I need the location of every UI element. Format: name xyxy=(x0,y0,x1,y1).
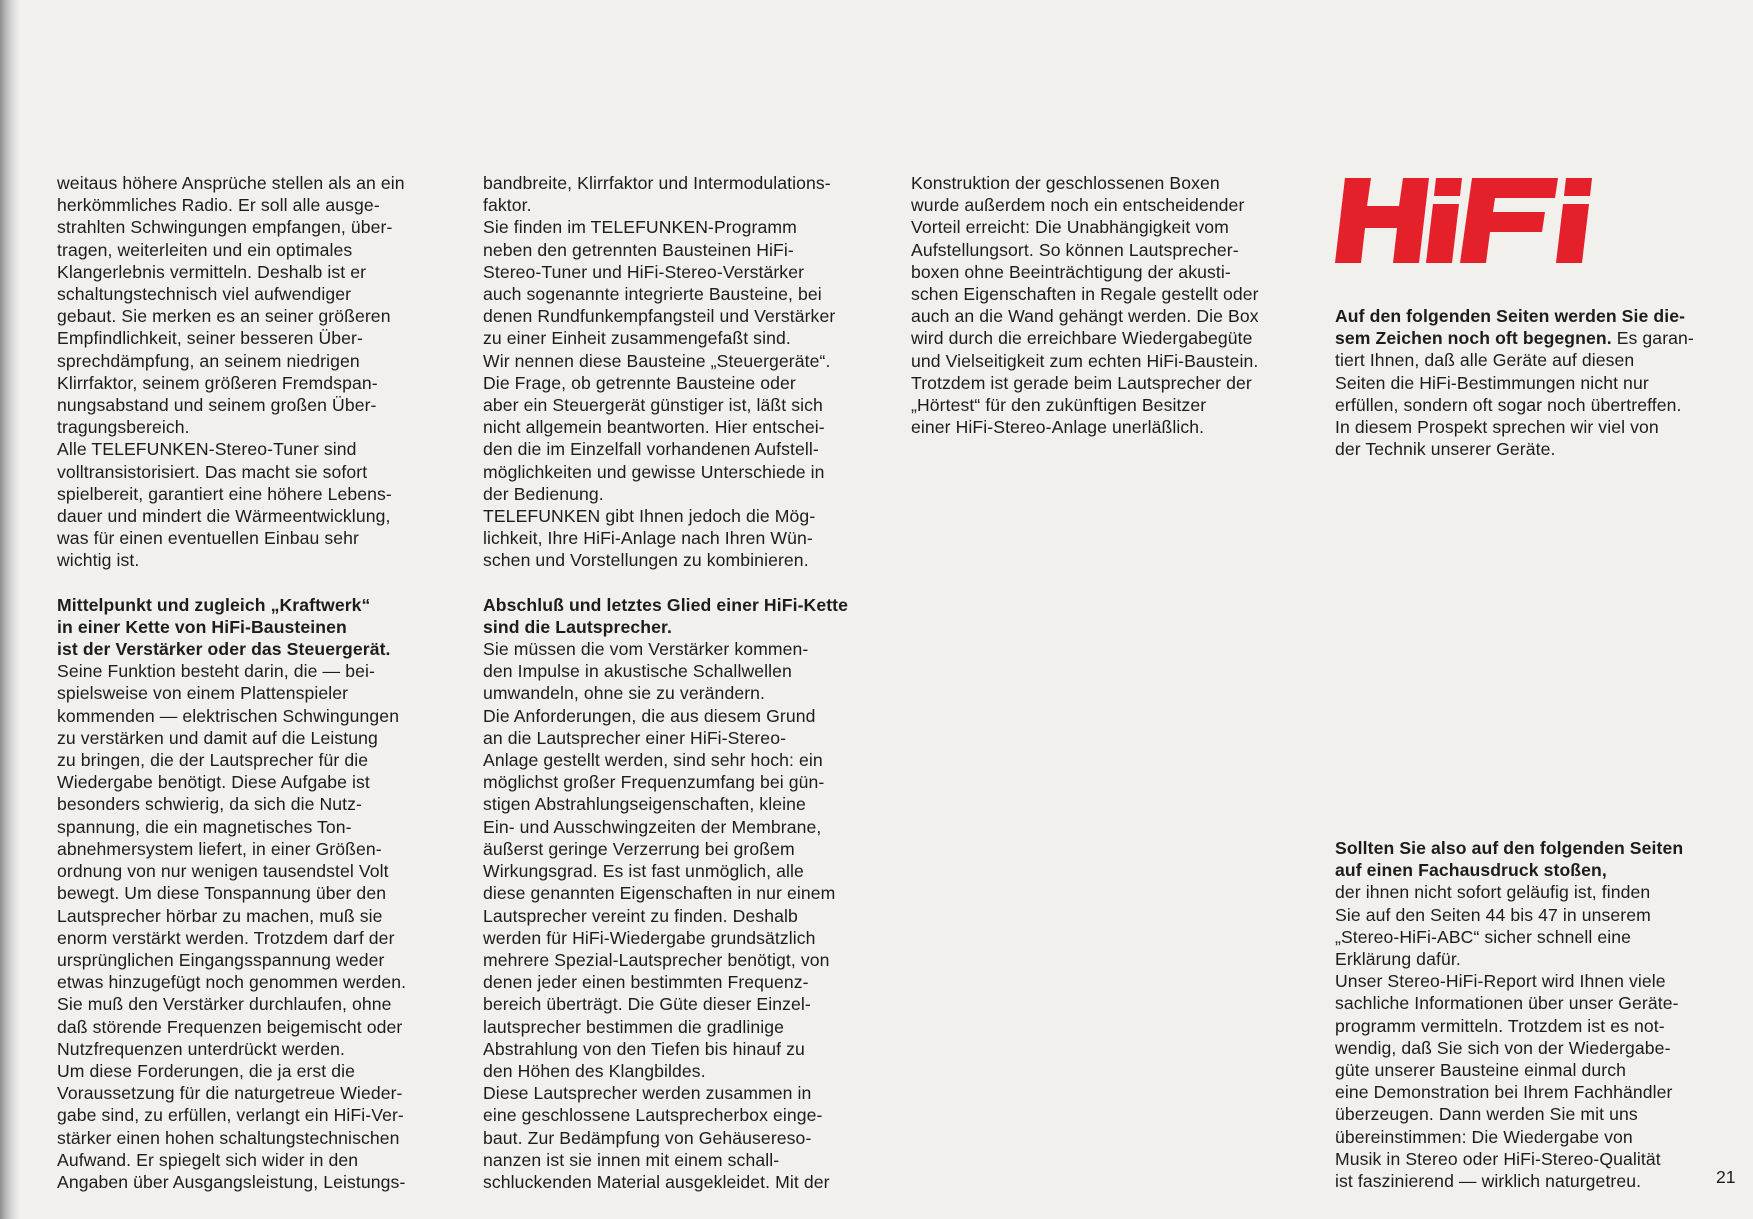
text-line: Wirkungsgrad. Es ist fast unmöglich, alle xyxy=(483,861,804,882)
subheading-line: Sollten Sie also auf den folgenden Seiten xyxy=(1335,838,1684,858)
text-line: Sie auf den Seiten 44 bis 47 in unserem xyxy=(1335,904,1651,925)
text-line: Voraussetzung für die naturgetreue Wieder- xyxy=(57,1083,403,1104)
text-line: lichkeit, Ihre HiFi-Anlage nach Ihren Wün- xyxy=(483,528,813,549)
subheading-line: Auf den folgenden Seiten werden Sie die- xyxy=(1335,306,1686,326)
text-line: was für einen eventuellen Einbau sehr xyxy=(57,528,360,549)
text-line: stigen Abstrahlungseigenschaften, kleine xyxy=(483,794,806,815)
text-line: Wiedergabe benötigt. Diese Aufgabe ist xyxy=(57,772,370,793)
text-line: äußerst geringe Verzerrung bei großem xyxy=(483,838,795,859)
text-line: auch sogenannte integrierte Bausteine, bei xyxy=(483,284,822,305)
subheading-line: sind die Lautsprecher. xyxy=(483,616,672,637)
text-line: schluckenden Material ausgekleidet. Mit der xyxy=(483,1171,830,1192)
text-line: wird durch die erreichbare Wiedergabegüte xyxy=(911,328,1253,349)
text-line: Vorteil erreicht: Die Unabhängigkeit vom xyxy=(911,217,1229,238)
text-line: daß störende Frequenzen beigemischt oder xyxy=(57,1016,403,1037)
text-line: Aufstellungsort. So können Lautsprecher- xyxy=(911,239,1239,260)
text-line: gabe sind, zu erfüllen, verlangt ein HiFi-Ver- xyxy=(57,1105,404,1126)
text-line: sprechdämpfung, an seinem niedrigen xyxy=(57,350,360,371)
text-line: der Bedienung. xyxy=(483,483,604,504)
text-line: spielsweise von einem Plattenspieler xyxy=(57,683,349,704)
text-line: Die Frage, ob getrennte Bausteine oder xyxy=(483,372,796,393)
text-line: einer HiFi-Stereo-Anlage unerläßlich. xyxy=(911,417,1205,438)
text-line: und Vielseitigkeit zum echten HiFi-Baustein. xyxy=(911,350,1259,371)
text-line: faktor. xyxy=(483,195,532,216)
text-line: den Höhen des Klangbildes. xyxy=(483,1060,706,1081)
text-line: gebaut. Sie merken es an seiner größeren xyxy=(57,306,391,327)
text-line: Konstruktion der geschlossenen Boxen xyxy=(911,173,1220,193)
text-line-bold-part: sem Zeichen noch oft begegnen. xyxy=(1335,328,1612,349)
text-line: ursprünglichen Eingangsspannung weder xyxy=(57,949,385,970)
text-line: der ihnen nicht sofort geläufig ist, finden xyxy=(1335,882,1651,903)
page-number: 21 xyxy=(1716,1167,1736,1187)
text-line: nungsabstand und seinem großen Über- xyxy=(57,395,377,416)
text-line: güte unserer Bausteine einmal durch xyxy=(1335,1060,1627,1081)
text-line: zu verstärken und damit auf die Leistung xyxy=(57,727,378,748)
text-line: Sie finden im TELEFUNKEN-Programm xyxy=(483,217,797,238)
text-column-1 xyxy=(57,172,452,1193)
page-binding-shadow xyxy=(0,0,20,1219)
text-line: möglichkeiten und gewisse Unterschiede in xyxy=(483,461,825,482)
text-line: bereich überträgt. Die Güte dieser Einzel- xyxy=(483,994,811,1015)
text-line: Ein- und Ausschwingzeiten der Membrane, xyxy=(483,816,822,837)
text-line: baut. Zur Bedämpfung von Gehäusereso- xyxy=(483,1127,812,1148)
text-line: wichtig ist. xyxy=(57,550,140,571)
text-line: strahlten Schwingungen empfangen, über- xyxy=(57,217,393,238)
text-line: tragungsbereich. xyxy=(57,417,190,438)
text-line: Wir nennen diese Bausteine „Steuergeräte“. xyxy=(483,350,831,371)
text-line: Sie muß den Verstärker durchlaufen, ohne xyxy=(57,994,392,1015)
text-line: Sie müssen die vom Verstärker kommen- xyxy=(483,639,809,660)
text-line: dauer und mindert die Wärmeentwicklung, xyxy=(57,506,391,527)
text-line: schen und Vorstellungen zu kombinieren. xyxy=(483,550,809,571)
hifi-logo-letter-h xyxy=(1335,178,1429,263)
text-line: Abstrahlung von den Tiefen bis hinauf zu xyxy=(483,1038,805,1059)
text-column-4-glossary xyxy=(1335,837,1735,1192)
text-line: besonders schwierig, da sich die Nutz- xyxy=(57,794,362,815)
text-line: ist faszinierend — wirklich naturgetreu. xyxy=(1335,1171,1642,1192)
text-line: Die Anforderungen, die aus diesem Grund xyxy=(483,705,816,726)
text-line: auch an die Wand gehängt werden. Die Box xyxy=(911,306,1259,327)
text-line: weitaus höhere Ansprüche stellen als an ein xyxy=(57,173,405,193)
paragraph-gap xyxy=(483,572,878,594)
text-line: möglichst großer Frequenzumfang bei gün- xyxy=(483,772,825,793)
text-line: Seine Funktion besteht darin, die — bei- xyxy=(57,661,375,682)
text-line: Unser Stereo-HiFi-Report wird Ihnen viele xyxy=(1335,971,1666,992)
text-line: Klirrfaktor, seinem größeren Fremdspan- xyxy=(57,372,378,393)
text-line: Seiten die HiFi-Bestimmungen nicht nur xyxy=(1335,372,1649,393)
text-line: denen Rundfunkempfangsteil und Verstärker xyxy=(483,306,836,327)
text-line: Musik in Stereo oder HiFi-Stereo-Qualität xyxy=(1335,1148,1661,1169)
text-line: spielbereit, garantiert eine höhere Lebens- xyxy=(57,483,392,504)
text-line: Alle TELEFUNKEN-Stereo-Tuner sind xyxy=(57,439,357,460)
text-line: umwandeln, ohne sie zu verändern. xyxy=(483,683,766,704)
text-line: TELEFUNKEN gibt Ihnen jedoch die Mög- xyxy=(483,506,816,527)
hifi-logo-letter-i1-stem xyxy=(1426,204,1459,263)
subheading-line: ist der Verstärker oder das Steuergerät. xyxy=(57,639,391,660)
text-line: zu einer Einheit zusammengefaßt sind. xyxy=(483,328,791,349)
text-line: Lautsprecher vereint zu finden. Deshalb xyxy=(483,905,798,926)
text-line: übereinstimmen: Die Wiedergabe von xyxy=(1335,1126,1633,1147)
text-line: Diese Lautsprecher werden zusammen in xyxy=(483,1083,812,1104)
text-line: sachliche Informationen über unser Geräte- xyxy=(1335,993,1679,1014)
text-line: In diesem Prospekt sprechen wir viel von xyxy=(1335,417,1659,438)
text-line: eine geschlossene Lautsprecherbox einge- xyxy=(483,1105,823,1126)
text-line: diese genannten Eigenschaften in nur einem xyxy=(483,883,836,904)
hifi-logo-letter-i2-dot xyxy=(1564,178,1592,196)
text-line: bewegt. Um diese Tonspannung über den xyxy=(57,883,387,904)
text-column-2 xyxy=(483,172,878,1193)
text-line: stärker einen hohen schaltungstechnischen xyxy=(57,1127,400,1148)
text-line: bandbreite, Klirrfaktor und Intermodulations- xyxy=(483,173,831,193)
text-line: eine Demonstration bei Ihrem Fachhändler xyxy=(1335,1082,1673,1103)
text-line: neben den getrennten Bausteinen HiFi- xyxy=(483,239,794,260)
text-line: den Impulse in akustische Schallwellen xyxy=(483,661,792,682)
text-line: Um diese Forderungen, die ja erst die xyxy=(57,1060,356,1081)
text-line: Empfindlichkeit, seiner besseren Über- xyxy=(57,328,363,349)
text-line: etwas hinzugefügt noch genommen werden. xyxy=(57,972,407,993)
hifi-logo xyxy=(1335,172,1603,269)
text-line: wurde außerdem noch ein entscheidender xyxy=(911,195,1245,216)
text-line: Nutzfrequenzen unterdrückt werden. xyxy=(57,1038,345,1059)
subheading-line: in einer Kette von HiFi-Bausteinen xyxy=(57,616,347,637)
text-line: „Hörtest“ für den zukünftigen Besitzer xyxy=(911,395,1207,416)
text-line: enorm verstärkt werden. Trotzdem darf der xyxy=(57,927,395,948)
text-line: den die im Einzelfall vorhandenen Aufstell- xyxy=(483,439,819,460)
text-line: spannung, die ein magnetisches Ton- xyxy=(57,816,352,837)
text-line: herkömmliches Radio. Er soll alle ausge- xyxy=(57,195,380,216)
text-line: schaltungstechnisch viel aufwendiger xyxy=(57,284,352,305)
hifi-logo-letter-i2-stem xyxy=(1556,204,1589,263)
text-line: tiert Ihnen, daß alle Geräte auf diesen xyxy=(1335,350,1635,371)
text-line: Anlage gestellt werden, sind sehr hoch: ein xyxy=(483,750,823,771)
text-line: wendig, daß Sie sich von der Wiedergabe- xyxy=(1335,1037,1671,1058)
text-line: kommenden — elektrischen Schwingungen xyxy=(57,705,400,726)
text-line: abnehmersystem liefert, in einer Größen- xyxy=(57,838,382,859)
text-line: mehrere Spezial-Lautsprecher benötigt, von xyxy=(483,949,830,970)
text-line: ordnung von nur wenigen tausendstel Volt xyxy=(57,861,389,882)
text-line: Angaben über Ausgangsleistung, Leistungs- xyxy=(57,1171,406,1192)
text-line: der Technik unserer Geräte. xyxy=(1335,439,1556,460)
text-line: boxen ohne Beeinträchtigung der akusti- xyxy=(911,261,1231,282)
text-line: Trotzdem ist gerade beim Lautsprecher der xyxy=(911,372,1252,393)
subheading-line: Mittelpunkt und zugleich „Kraftwerk“ xyxy=(57,594,371,615)
text-line: Stereo-Tuner und HiFi-Stereo-Verstärker xyxy=(483,261,805,282)
text-line: lautsprecher bestimmen die gradlinige xyxy=(483,1016,784,1037)
text-line: volltransistorisiert. Das macht sie sofort xyxy=(57,461,368,482)
paragraph-gap xyxy=(57,572,452,594)
text-line xyxy=(1335,327,1735,349)
hifi-logo-letter-f xyxy=(1460,178,1558,263)
text-line: überzeugen. Dann werden Sie mit uns xyxy=(1335,1104,1638,1125)
text-line: aber ein Steuergerät günstiger ist, läßt sich xyxy=(483,395,823,416)
text-line: nicht allgemein beantworten. Hier entschei- xyxy=(483,417,825,438)
text-line: Klangerlebnis vermitteln. Deshalb ist er xyxy=(57,261,367,282)
text-line: Erklärung dafür. xyxy=(1335,949,1461,970)
text-line: erfüllen, sondern oft sogar noch übertreffen. xyxy=(1335,394,1682,415)
text-line: denen jeder einen bestimmten Frequenz- xyxy=(483,972,809,993)
text-line: Lautsprecher hörbar zu machen, muß sie xyxy=(57,905,383,926)
text-line-regular-part: Es garan- xyxy=(1611,328,1694,349)
hifi-logo-letter-i1-dot xyxy=(1434,178,1462,196)
text-line: tragen, weiterleiten und ein optimales xyxy=(57,239,353,260)
text-line: zu bringen, die der Lautsprecher für die xyxy=(57,750,369,771)
subheading-line: Abschluß und letztes Glied einer HiFi-Kette xyxy=(483,594,849,615)
text-line: schen Eigenschaften in Regale gestellt oder xyxy=(911,284,1259,305)
text-line: an die Lautsprecher einer HiFi-Stereo- xyxy=(483,727,787,748)
text-line: werden für HiFi-Wiedergabe grundsätzlich xyxy=(483,927,816,948)
subheading-line: auf einen Fachausdruck stoßen, xyxy=(1335,860,1607,881)
text-line: programm vermitteln. Trotzdem ist es not- xyxy=(1335,1015,1665,1036)
text-line: „Stereo-HiFi-ABC“ sicher schnell eine xyxy=(1335,926,1632,947)
text-column-4-intro xyxy=(1335,305,1735,460)
text-line: nanzen ist sie innen mit einem schall- xyxy=(483,1149,780,1170)
text-line: Aufwand. Er spiegelt sich wider in den xyxy=(57,1149,359,1170)
text-column-3 xyxy=(911,172,1306,438)
